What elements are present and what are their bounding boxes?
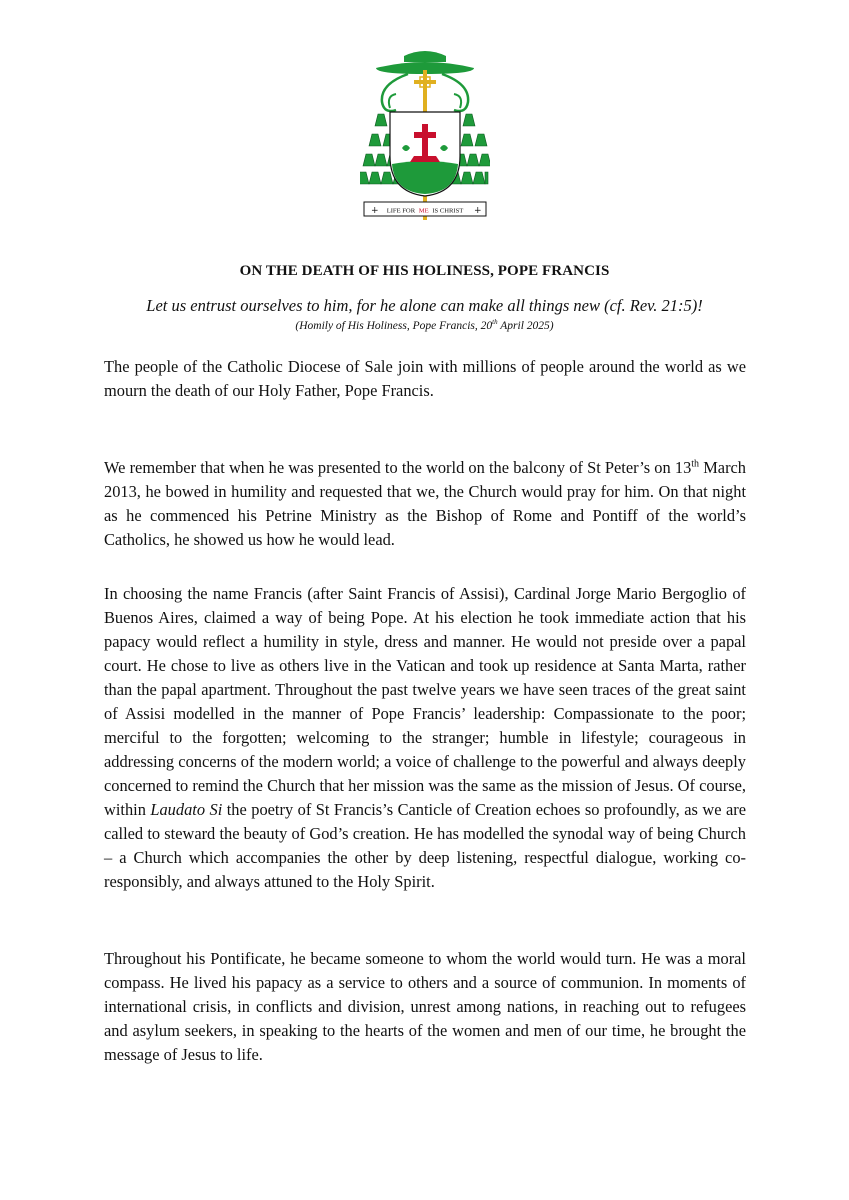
paragraph-election-text-b: March 2013, he bowed in humility and requested that we, the Church would pray for him. On that night as he commenced his Petrine Ministry as the Bishop of Rome and Pontiff of the world’s Catholics, he showed us how he would lead. — [104, 458, 746, 549]
citation-ordinal-suffix: th — [492, 318, 498, 326]
encyclical-title: Laudato Si — [150, 800, 223, 819]
motto-text-highlight: ME — [418, 207, 429, 215]
paragraph-name-text-b: the poetry of St Francis’s Canticle of Creation echoes so profoundly, as we are called to steward the beauty of God’s creation. He has modelled the synodal way of being Church – a Church which accompanies the other by deep listening, respectful dialogue, working co-responsibly, and always attuned to the Holy Spirit. — [104, 800, 746, 891]
paragraph-election — [104, 456, 746, 552]
epigraph-quote: Let us entrust ourselves to him, for he alone can make all things new (cf. Rev. 21:5)! — [146, 296, 703, 315]
citation-text-end: April 2025) — [497, 319, 554, 332]
citation-text-start: (Homily of His Holiness, Pope Francis, 20 — [295, 319, 493, 332]
paragraph-name-francis — [104, 582, 746, 894]
paragraph-election-text-a: We remember that when he was presented to the world on the balcony of St Peter’s on 13 — [104, 458, 692, 477]
motto-text-end: IS CHRIST — [432, 207, 464, 215]
coat-of-arms — [360, 44, 490, 230]
svg-text:+: + — [371, 206, 379, 216]
paragraph-mourning: The people of the Catholic Diocese of Sale join with millions of people around the world as we mourn the death of our Holy Father, Pope Francis. — [104, 357, 746, 400]
paragraph-pontificate: Throughout his Pontificate, he became someone to whom the world would turn. He was a moral compass. He lived his papacy as a service to others and a source of communion. In moments of international crisis, in conflicts and division, unrest among nations, in reaching out to refugees and asylum seekers, in speaking to the hearts of the women and men of our time, he brought the message of Jesus to life. — [104, 949, 746, 1064]
svg-text:+: + — [474, 206, 482, 216]
svg-text:LIFE FOR ME IS CHR — [387, 208, 464, 215]
shield-icon — [390, 112, 460, 196]
motto-text-start: LIFE FOR — [386, 207, 416, 215]
page-title: ON THE DEATH OF HIS HOLINESS, POPE FRANCIS — [239, 263, 610, 279]
motto-ribbon — [364, 202, 486, 216]
paragraph-name-text-a: In choosing the name Francis (after Saint Francis of Assisi), Cardinal Jorge Mario Bergoglio of Buenos Aires, claimed a way of being Pope. At his election he took immediate action that his papacy would reflect a humility in style, dress and manner. He would not preside over a papal court. He chose to live as others live in the Vatican and took up residence at Santa Marta, rather than the papal apartment. Throughout the past twelve years we have seen traces of the great saint of Assisi modelled in the manner of Pope Francis’ leadership: Compassionate to the poor; merciful to the forgotten; welcoming to the stranger; humble in lifestyle; courageous in addressing concerns of the modern world; a voice of challenge to the powerful and always deeply concerned to remind the Church that her mission was the same as the mission of Jesus. Of course, within — [104, 584, 746, 819]
ordinal-suffix: th — [691, 458, 700, 470]
epigraph-citation — [0, 318, 849, 332]
